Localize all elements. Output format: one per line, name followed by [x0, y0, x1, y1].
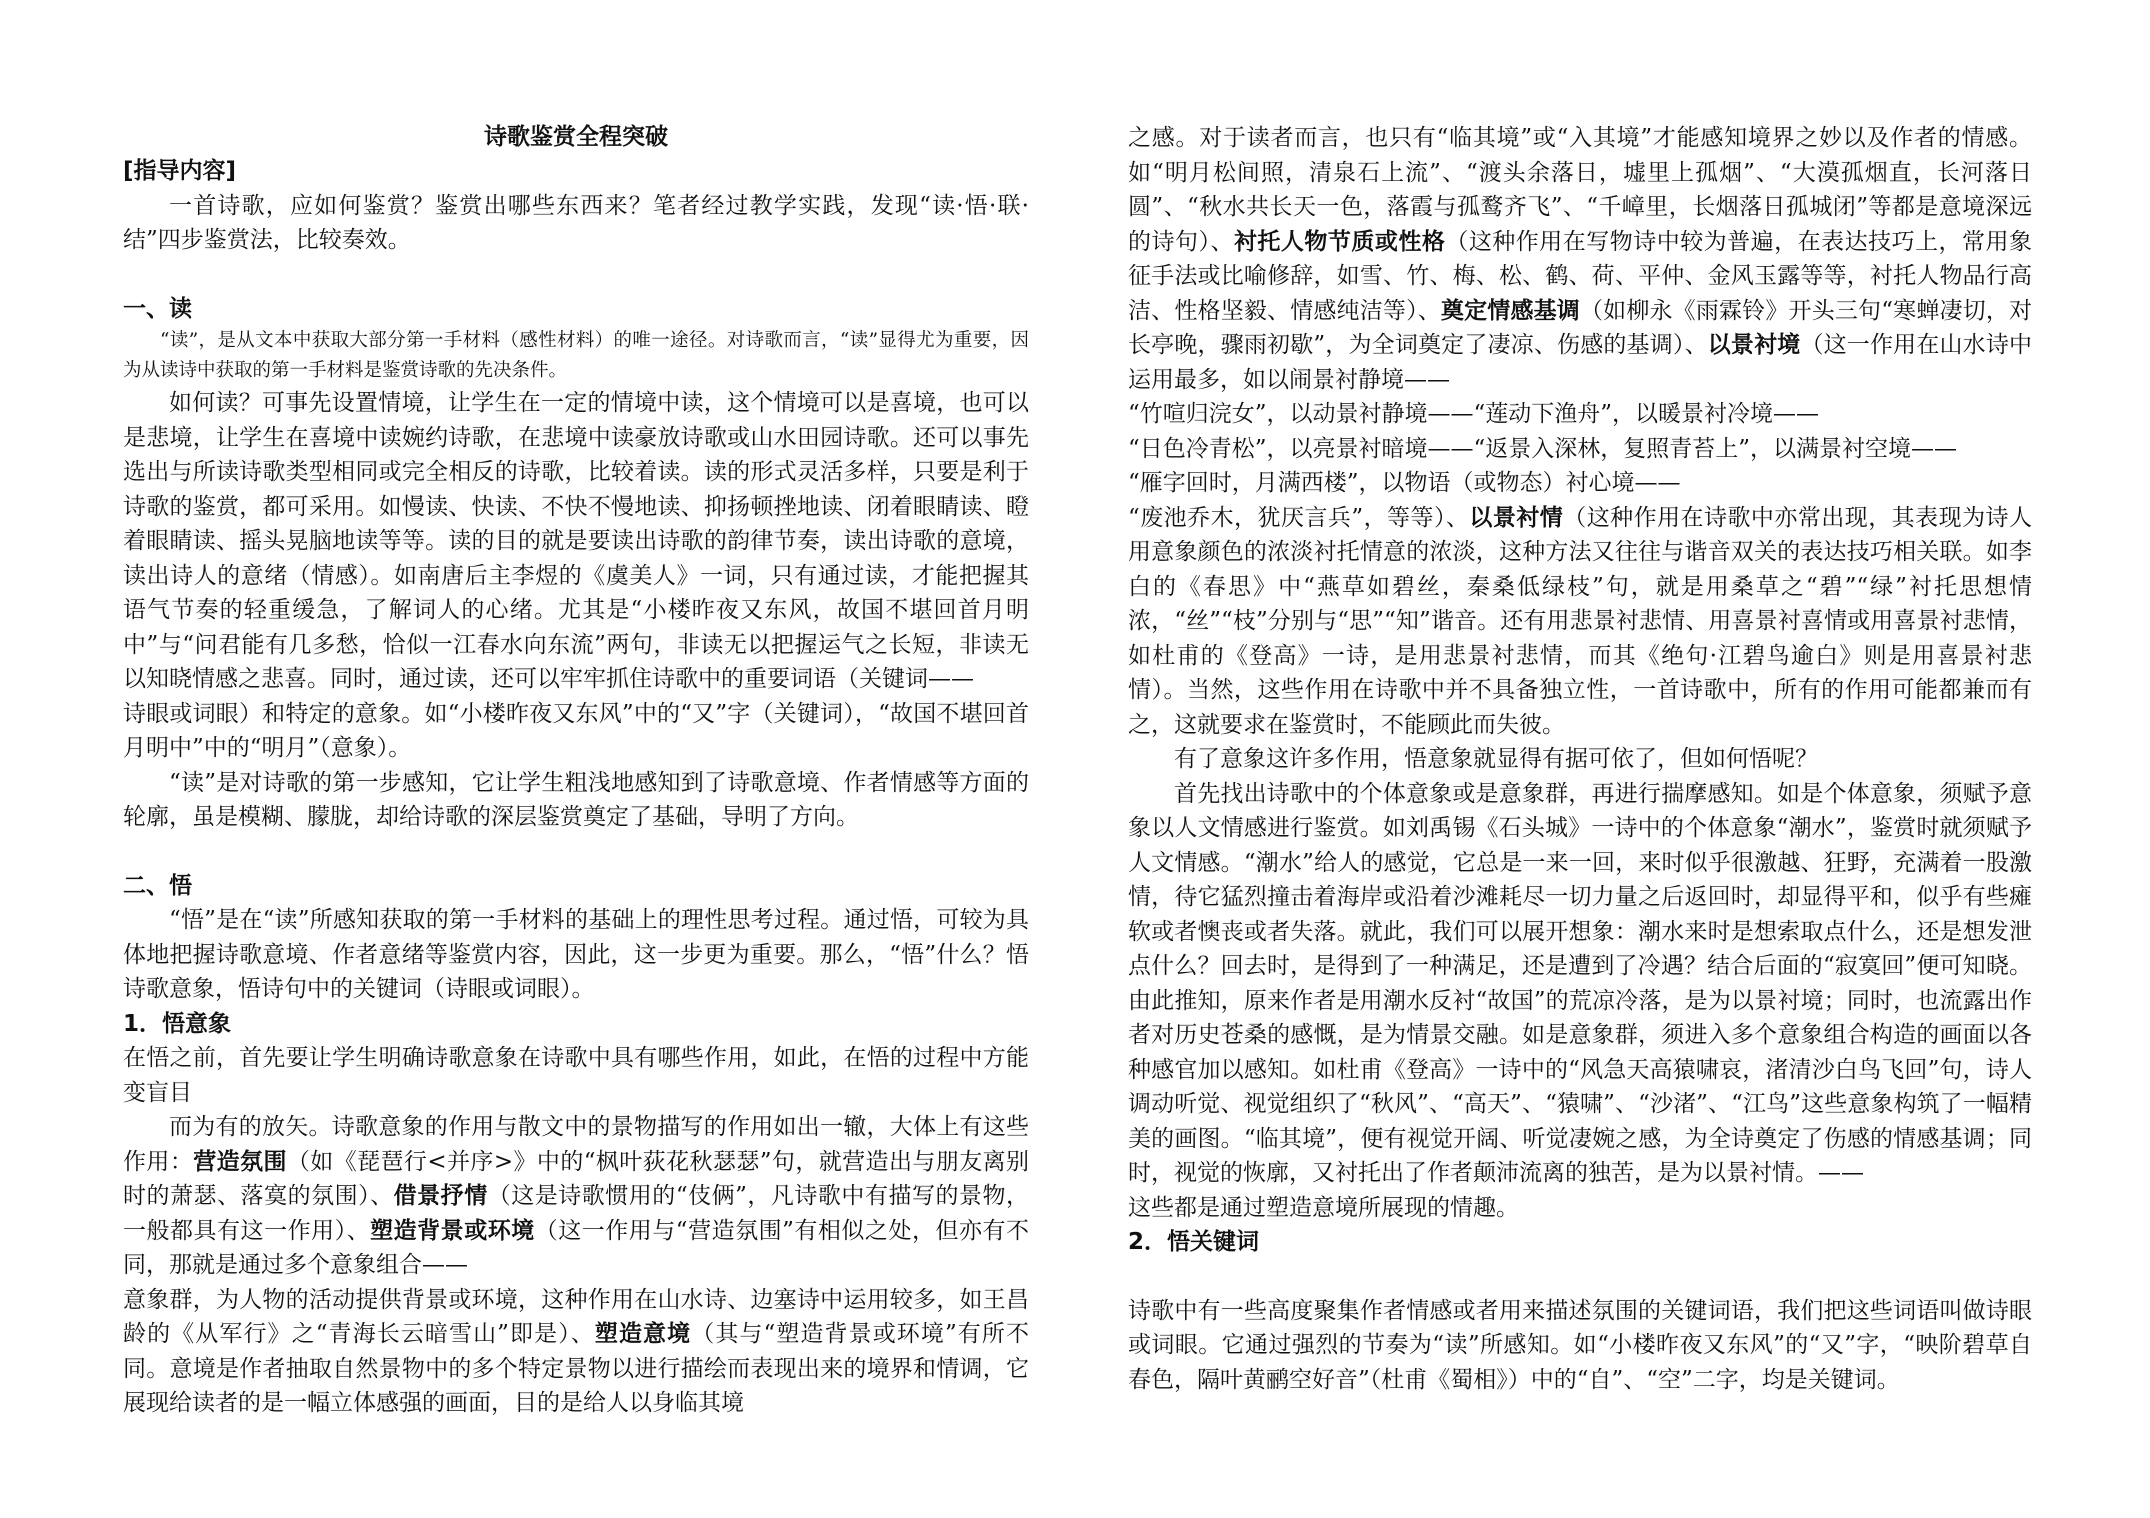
right-paragraph-8: 这些都是通过塑造意境所展现的情趣。 [1128, 1194, 1519, 1221]
keyword-atmosphere: 营造氛围 [193, 1148, 287, 1175]
spacer [123, 258, 1029, 292]
read-paragraph-2-cont: 诗眼或词眼）和特定的意象。如“小楼昨夜又东风”中的“又”字（关键词），“故国不堪回首月明中”中的“明月”（意象）。 [123, 700, 1029, 761]
guide-heading: [指导内容] [123, 158, 237, 184]
keyword-lyric: 借景抒情 [393, 1183, 488, 1209]
right-paragraph-3: “日色冷青松”，以亮景衬暗境——“返景入深林，复照青苔上”，以满景衬空境—— [1128, 435, 1958, 462]
right-paragraph-7: 首先找出诗歌中的个体意象或是意象群，再进行揣摩感知。如是个体意象，须赋予意象以人文情感进行鉴赏。如刘禹锡《石头城》一诗中的个体意象“潮水”，鉴赏时就须赋予人文情感。“潮水”给人的感觉，它总是一来一回，来时似乎很激越、狂野，充满着一股激情，待它猛烈撞击着海岸或沿着沙滩耗尽一切力量之后返回时，却显得平和，似乎有些瘫软或者懊丧或者失落。就此，我们可以展开想象：潮水来时是想索取点什么，还是想发泄点什么？回去时，是得到了一种满足，还是遭到了冷遇？结合后面的“寂寞回”便可知晓。由此推知，原来作者是用潮水反衬“故国”的荒凉冷落，是为以景衬境；同时，也流露出作者对历史苍桑的感慨，是为情景交融。如是意象群，须进入多个意象组合构造的画面以各种感官加以感知。如杜甫《登高》一诗中的“风急天高猿啸哀，渚清沙白鸟飞回”句，诗人调动听觉、视觉组织了“秋风”、“高天”、“猿啸”、“沙渚”、“江鸟”这些意象构筑了一幅精美的画图。“临其境”，便有视觉开阔、听觉凄婉之感，为全诗奠定了伤感的情感基调；同时，视觉的恢廓，又衬托出了作者颠沛流离的独苦，是为以景衬情。—— [1128, 780, 2032, 1186]
intro-paragraph: 一首诗歌，应如何鉴赏？鉴赏出哪些东西来？笔者经过教学实践，发现“读·悟·联·结”四步鉴赏法，比较奏效。 [123, 192, 1029, 253]
right-paragraph-2: “竹喧归浣女”，以动景衬静境——“莲动下渔舟”，以暖景衬冷境—— [1128, 401, 1820, 427]
right-paragraph-4: “雁字回时，月满西楼”，以物语（或物态）衬心境—— [1128, 470, 1681, 496]
subheading-imagery: 1．悟意象 [123, 1010, 232, 1037]
left-column [123, 120, 1029, 1421]
read-paragraph-3: “读”是对诗歌的第一步感知，它让学生粗浅地感知到了诗歌意境、作者情感等方面的轮廓，虽是模糊、朦胧，却给诗歌的深层鉴赏奠定了基础，导明了方向。 [123, 769, 1029, 830]
keyword-tone: 奠定情感基调 [1440, 297, 1580, 324]
imagery-paragraph-1: 在悟之前，首先要让学生明确诗歌意象在诗歌中具有哪些作用，如此，在悟的过程中方能变盲目 [123, 1045, 1029, 1106]
right-paragraph-6: 有了意象这许多作用，悟意象就显得有据可依了，但如何悟呢？ [1174, 746, 1818, 772]
right-paragraph-9: 诗歌中有一些高度聚集作者情感或者用来描述氛围的关键词语，我们把这些词语叫做诗眼或词眼。它通过强烈的节奏为“读”所感知。如“小楼昨夜又东风”的“又”字，“映阶碧草自春色，隔叶黄鹂空好音”（杜甫《蜀相》）中的“自”、“空”二字，均是关键词。 [1128, 1297, 2032, 1393]
keyword-scene-context: 以景衬境 [1707, 332, 1801, 358]
keyword-background: 塑造背景或环境 [370, 1217, 535, 1244]
keyword-character: 衬托人物节质或性格 [1233, 228, 1446, 255]
imagery-paragraph-3: 意象群，为人物的活动提供背景或环境，这种作用在山水诗、边塞诗中运用较多，如王昌龄的《从军行》之“青海长云暗雪山”即是）、塑造意境（其与“塑造背景或环境”有所不同。意境是作者抽取自然景物中的多个特定景物以进行描绘而表现出来的境界和情调，它展现给读者的是一幅立体感强的画面，目的是给人以身临其境 [123, 1286, 1029, 1416]
right-paragraph-5: “废池乔木，犹厌言兵”，等等）、以景衬情（这种作用在诗歌中亦常出现，其表现为诗人用意象颜色的浓淡衬托情意的浓淡，这种方法又往往与谐音双关的表达技巧相关联。如李白的《春思》中“燕草如碧丝，秦桑低绿枝”句，就是用桑草之“碧”“绿”衬托思想情浓，“丝”“枝”分别与“思”“知”谐音。还有用悲景衬悲情、用喜景衬喜情或用喜景衬悲情，如杜甫的《登高》一诗，是用悲景衬悲情，而其《绝句·江碧鸟逾白》则是用喜景衬悲情）。当然，这些作用在诗歌中并不具备独立性，一首诗歌中，所有的作用可能都兼而有之，这就要求在鉴赏时，不能顾此而失彼。 [1128, 504, 2032, 738]
right-paragraph-1: 之感。对于读者而言，也只有“临其境”或“入其境”才能感知境界之妙以及作者的情感。如“明月松间照，清泉石上流”、“渡头余落日，墟里上孤烟”、“大漠孤烟直，长河落日圆”、“秋水共长天一色，落霞与孤鹜齐飞”、“千嶂里，长烟落日孤城闭”等都是意境深远的诗句）、衬托人物节质或性格（这种作用在写物诗中较为普遍，在表达技巧上，常用象征手法或比喻修辞，如雪、竹、梅、松、鹤、荷、平仲、金风玉露等等，衬托人物品行高洁、性格坚毅、情感纯洁等）、奠定情感基调（如柳永《雨霖铃》开头三句“寒蝉凄切，对长亭晚，骤雨初歇”，为全词奠定了凄凉、伤感的基调）、以景衬境（这一作用在山水诗中运用最多，如以闹景衬静境—— [1128, 125, 2033, 393]
spacer [1128, 1260, 2032, 1294]
page-title: 诗歌鉴赏全程突破 [484, 124, 668, 150]
subheading-keywords: 2．悟关键词 [1128, 1229, 1260, 1255]
section-heading-understand: 二、悟 [123, 872, 192, 899]
right-column [1128, 121, 2032, 1397]
read-paragraph-2: 如何读？可事先设置情境，让学生在一定的情境中读，这个情境可以是喜境，也可以是悲境，让学生在喜境中读婉约诗歌，在悲境中读豪放诗歌或山水田园诗歌。还可以事先选出与所读诗歌类型相同或完全相反的诗歌，比较着读。读的形式灵活多样，只要是利于诗歌的鉴赏，都可采用。如慢读、快读、不快不慢地读、抑扬顿挫地读、闭着眼睛读、瞪着眼睛读、摇头晃脑地读等等。读的目的就是要读出诗歌的韵律节奏，读出诗歌的意境，读出诗人的意绪（情感）。如南唐后主李煜的《虞美人》一词，只有通过读，才能把握其语气节奏的轻重缓急，了解词人的心绪。尤其是“小楼昨夜又东风，故国不堪回首月明中”与“问君能有几多愁，恰似一江春水向东流”两句，非读无以把握运气之长短，非读无以知晓情感之悲喜。同时，通过读，还可以牢牢抓住诗歌中的重要词语（关键词—— [123, 390, 1029, 692]
imagery-paragraph-2: 而为有的放矢。诗歌意象的作用与散文中的景物描写的作用如出一辙，大体上有这些作用：营造氛围（如《琵琶行<并序>》中的“枫叶荻花秋瑟瑟”句，就营造出与朋友离别时的萧瑟、落寞的氛围）、借景抒情（这是诗歌惯用的“伎俩”，凡诗歌中有描写的景物，一般都具有这一作用）、塑造背景或环境（这一作用与“营造氛围”有相似之处，但亦有不同，那就是通过多个意象组合—— [123, 1114, 1030, 1278]
spacer [123, 835, 1029, 869]
understand-paragraph-1: “悟”是在“读”所感知获取的第一手材料的基础上的理性思考过程。通过悟，可较为具体地把握诗歌意境、作者意绪等鉴赏内容，因此，这一步更为重要。那么，“悟”什么？悟诗歌意象，悟诗句中的关键词（诗眼或词眼）。 [123, 907, 1029, 1002]
read-paragraph-1: “读”，是从文本中获取大部分第一手材料（感性材料）的唯一途径。对诗歌而言，“读”显得尤为重要，因为从读诗中获取的第一手材料是鉴赏诗歌的先决条件。 [123, 330, 1029, 381]
section-heading-read: 一、读 [123, 295, 192, 322]
keyword-scene-emotion: 以景衬情 [1469, 504, 1564, 531]
keyword-mood: 塑造意境 [594, 1321, 692, 1347]
